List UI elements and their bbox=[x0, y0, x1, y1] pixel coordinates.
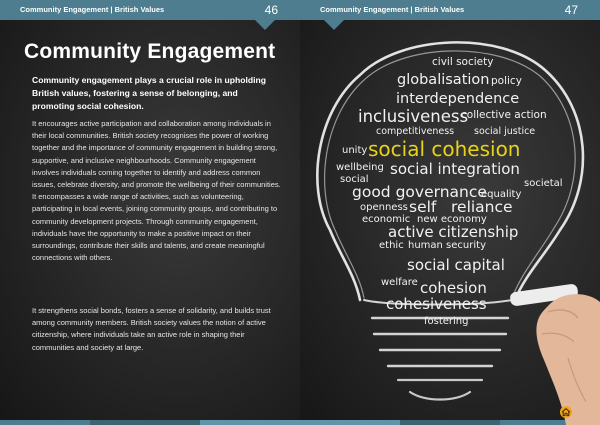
word-collective-action: collective action bbox=[461, 109, 547, 121]
word-good-governance: good governance bbox=[352, 183, 487, 201]
word-cohesiveness: cohesiveness bbox=[386, 295, 487, 313]
bulb-base-tip bbox=[410, 392, 470, 400]
word-social: social bbox=[340, 174, 369, 185]
word-social-cohesion: social cohesion bbox=[368, 137, 521, 161]
home-button[interactable] bbox=[560, 406, 572, 418]
header-title: Community Engagement | British Values bbox=[20, 5, 165, 14]
word-interdependence: interdependence bbox=[396, 91, 520, 107]
word-economic: economic bbox=[362, 214, 411, 225]
word-ethic: ethic bbox=[379, 240, 404, 251]
word-wellbeing: wellbeing bbox=[336, 162, 384, 173]
word-welfare: welfare bbox=[381, 277, 418, 288]
word-globalisation: globalisation bbox=[397, 72, 490, 88]
page-number: 46 bbox=[264, 3, 278, 17]
word-inclusiveness: inclusiveness bbox=[358, 107, 469, 126]
word-civil-society: civil society bbox=[432, 56, 494, 68]
word-competitiveness: competitiveness bbox=[376, 126, 455, 137]
word-social-integration: social integration bbox=[390, 160, 520, 178]
word-self: self bbox=[409, 198, 437, 216]
word-openness: openness bbox=[360, 202, 408, 213]
body-paragraph-1: It encourages active participation and collaboration among individuals in their local communities. British society recognises the power of working together and the importance of community engagement in building strong, supportive, and inclusive neighbourhoods. Community engagement involves individuals coming together to identify and address common issues, celebrate diversity, and promote the wellbeing of their communities. It encompasses a wide range of activities, such as volunteering, participating in local events, joining community groups, and contributing to community development projects. Through community engagement, individuals have the opportunity to make a positive impact on their surroundings, contribute their skills and talents, and create meaningful connections with others. bbox=[32, 119, 281, 263]
page-number: 47 bbox=[564, 3, 578, 17]
word-societal: societal bbox=[524, 178, 563, 189]
lead-paragraph: Community engagement plays a crucial role in upholding British values, fostering a sense of belonging, and promoting social cohesion. bbox=[32, 75, 266, 111]
header-title: Community Engagement | British Values bbox=[320, 5, 465, 14]
word-equality: equality bbox=[481, 189, 522, 200]
word-unity: unity bbox=[342, 145, 368, 156]
word-policy: policy bbox=[491, 75, 522, 87]
word-social-justice: social justice bbox=[474, 126, 536, 137]
word-active-citizenship: active citizenship bbox=[388, 223, 519, 241]
word-social-capital: social capital bbox=[407, 256, 505, 274]
page-title: Community Engagement bbox=[24, 40, 276, 63]
word-cohesion: cohesion bbox=[420, 279, 487, 297]
word-reliance: reliance bbox=[451, 198, 513, 216]
home-icon bbox=[560, 406, 572, 418]
word-fostering: fostering bbox=[424, 316, 469, 327]
word-new-economy: new economy bbox=[417, 214, 487, 225]
body-paragraph-2: It strengthens social bonds, fosters a sense of solidarity, and builds trust among community members. British society values the notion of active citizenship, where individuals take an active role in shaping their communities and society at large. bbox=[32, 306, 271, 352]
word-human-security: human security bbox=[408, 240, 486, 251]
hand-holding-chalk bbox=[508, 262, 600, 425]
